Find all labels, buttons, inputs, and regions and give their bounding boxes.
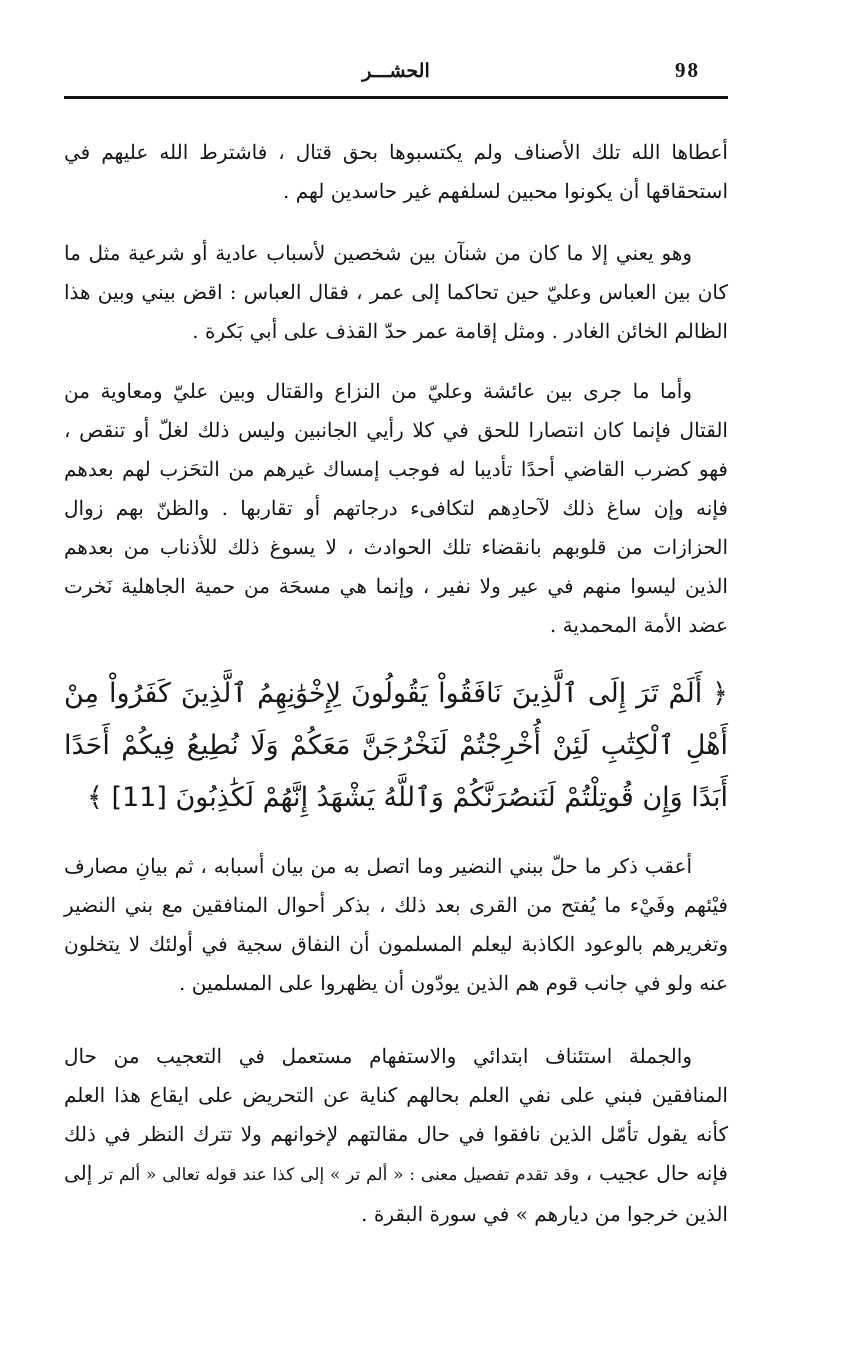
paragraph-2 [64,234,728,351]
paragraph-5 [64,1037,728,1234]
paragraph-3 [64,372,728,645]
paragraph-small-text: وقد تقدم تفصيل معنى : « ألم تر » إلى كذا عند قوله تعالى « ألم تر [99,1165,580,1185]
paragraph-text: أعطاها الله تلك الأصناف ولم يكتسبوها بحق قتال ، فاشترط الله عليهم في استحقاقها أن يكونوا محبين لسلفهم غير حاسدين لهم . [64,140,728,203]
page-number: 98 [675,58,700,82]
page-header [64,58,728,96]
paragraph-1 [64,133,728,211]
verse-text: ﴿ أَلَمْ تَرَ إِلَى ٱلَّذِينَ نَافَقُواْ يَقُولُونَ لِإِخْوَٰنِهِمُ ٱلَّذِينَ كَفَرُواْ مِنْ أَهْلِ ٱلْكِتَٰبِ لَئِنْ أُخْرِجْتُمْ لَنَخْرُجَنَّ مَعَكُمْ وَلَا نُطِيعُ فِيكُمْ أَحَدًا أَبَدًا وَإِن قُوتِلْتُمْ لَنَنصُرَنَّكُمْ وَٱللَّهُ يَشْهَدُ إِنَّهُمْ لَكَٰذِبُونَ [11] ﴾ [64,678,728,813]
header-rule [64,96,728,99]
paragraph-4 [64,847,728,1003]
paragraph-text: وهو يعني إلا ما كان من شنآن بين شخصين لأسباب عادية أو شرعية مثل ما كان بين العباس وعليّ حين تحاكما إلى عمر ، فقال العباس : اقض بيني وبين هذا الظالم الخائن الغادر . ومثل إقامة عمر حدّ القذف على أبي بَكرة . [64,241,728,343]
paragraph-text: وأما ما جرى بين عائشة وعليّ من النزاع والقتال وبين عليّ ومعاوية من القتال فإنما كان انتصارا للحق في كلا رأيي الجانبين وليس ذلك لغلّ أو تنقص ، فهو كضرب القاضي أحدًا تأديبا له فوجب إمساك غيرهم من التحَزب لهم بعدهم فإنه وإن ساغ ذلك لآحادِهم لتكافىء درجاتهم أو تقاربها . والظنّ بهم زوال الحزازات من قلوبهم بانقضاء تلك الحوادث ، لا يسوغ ذلك للأذناب من بعدهم الذين ليسوا منهم في عير ولا نفير ، وإنما هي مسحَة من حمية الجاهلية نَخرت عضد الأمة المحمدية . [64,379,728,637]
paragraph-text [64,1037,728,1234]
paragraph-text: أعقب ذكر ما حلّ ببني النضير وما اتصل به من بيان أسبابه ، ثم بيانِ مصارف فيْئهم وفَيْء ما يُفتح من القرى بعد ذلك ، بذكر أحوال المنافقين مع بني النضير وتغريرهم بالوعود الكاذبة ليعلم المسلمون أن النفاق سجية في أولئك لا يتخلون عنه ولو في جانب قوم هم الذين يودّون أن يظهروا على المسلمين . [64,854,728,995]
paragraph-main-text: والجملة استئناف ابتدائي والاستفهام مستعمل في التعجيب من حال المنافقين فبني على نفي العلم بحالهم كناية عن التحريض على ايقاع هذا العلم كأنه يقول تأمّل الذين نافقوا في حال مقالتهم لإخوانهم ولا تترك النظر في ذلك فإنه حال عجيب ، [64,1044,728,1185]
quran-verse [64,668,728,824]
paragraph-tail-text: إلى الذين خرجوا من ديارهم » في سورة البقرة . [64,1161,728,1226]
running-title: الحشـــر [362,60,430,82]
